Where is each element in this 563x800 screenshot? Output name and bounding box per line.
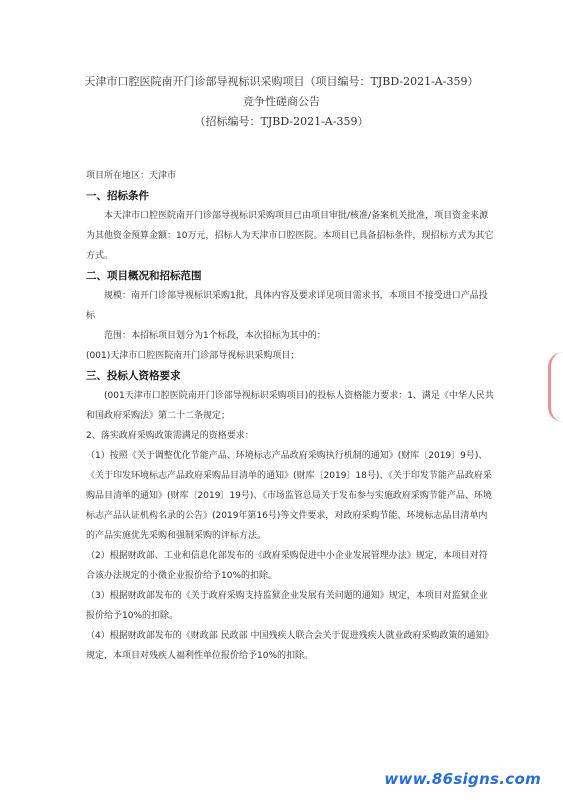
location-line: 项目所在地区：天津市 [86,171,177,181]
title-line-3: （招标编号：TJBD-2021-A-359） [194,115,369,128]
section-1-para-1: 本天津市口腔医院南开门诊部导视标识采购项目已由项目审批/核准/备案机关批准，项目资金来源为其他资金预算金额：10万元，招标人为天津市口腔医院。本项目已具备招标条件，现招标方式为其它方式。 [86,211,494,261]
section-3-para-1: (001天津市口腔医院南开门诊部导视标识采购项目)的投标人资格能力要求：1、满足《中华人民共和国政府采购法》第二十二条规定； [86,391,494,421]
section-2-para-3: (001)天津市口腔医院南开门诊部导视标识采购项目； [86,351,300,361]
section-3-para-2: 2、落实政府采购政策需满足的资格要求： [86,431,254,441]
section-3-para-6: （4）根据财政部发布的《财政部 民政部 中国残疾人联合会关于促进残疾人就业政府采购政策的通知》规定，本项目对残疾人福利性单位报价给予10%的扣除。 [86,631,494,661]
document-body [86,166,496,666]
title-line-2: 竞争性磋商公告 [243,95,320,108]
title-block [0,72,563,132]
section-3-para-5: （3）根据财政部发布的《关于政府采购支持监狱企业发展有关问题的通知》规定，本项目对监狱企业报价给予10%的扣除。 [86,591,488,621]
section-3-para-4: （2）根据财政部、工业和信息化部发布的《政府采购促进中小企业发展管理办法》规定，本项目对符合该办法规定的小微企业报价给予10%的扣除。 [86,551,488,581]
title-line-1: 天津市口腔医院南开门诊部导视标识采购项目（项目编号：TJBD-2021-A-359） [84,75,479,88]
section-2-para-1: 规模：南开门诊部导视标识采购1批，具体内容及要求详见项目需求书，本项目不接受进口产品投标 [86,291,488,321]
section-2-para-2: 范围：本招标项目划分为1个标段，本次招标为其中的： [104,331,326,341]
seal-stamp-edge [548,352,563,422]
section-heading-2: 二、项目概况和招标范围 [86,270,202,282]
section-3-para-3: （1）按照《关于调整优化节能产品、环境标志产品政府采购执行机制的通知》(财库〔2019〕9号)、《关于印发环境标志产品政府采购品目清单的通知》(财库〔2019〕18号)、《关于印发节能产品政府采购品目清单的通知》(财库〔2019〕19号)、《市场监管总局关于发布参与实施政府采购节能产品、环境标志产品认证机构名录的公告》(2019年第16号)等文件要求，对政府采购节能、环境标志品目清单内的产品实施优先采购和强制采购的评标方法。 [86,451,492,541]
section-heading-1: 一、招标条件 [86,190,149,202]
section-heading-3: 三、投标人资格要求 [86,370,181,382]
watermark-text: www.86signs.com [384,770,541,788]
